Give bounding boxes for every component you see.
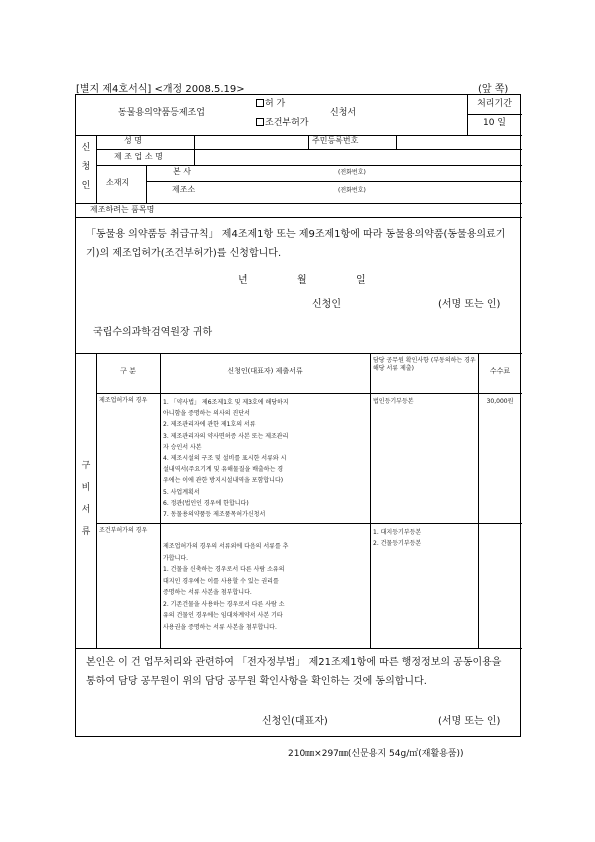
list-item: 2. 기존건물을 사용하는 경우로서 다른 사람 소	[163, 600, 285, 608]
name-field[interactable]	[195, 136, 307, 148]
list-item: 2. 제조관리자에 관한 제1호의 서류	[163, 421, 256, 429]
head-office-address-field[interactable]	[195, 166, 325, 180]
sign-hint: (서명 또는 인)	[438, 299, 501, 310]
rrn-label: 주민등록번호	[312, 136, 359, 145]
addressee: 국립수의과학검역원장 귀하	[93, 327, 213, 338]
products-label: 제조하려는 품목명	[90, 205, 155, 214]
list-item: 1. 대지등기부등본	[373, 529, 422, 536]
row1-category: 제조업허가의 경우	[99, 397, 148, 404]
list-item: 아니함을 증명하는 의사의 진단서	[163, 410, 250, 418]
consent-sign-hint: (서명 또는 인)	[438, 716, 501, 727]
row2-verify-list	[373, 527, 421, 549]
list-item: 가합니다.	[163, 554, 189, 562]
row2-category: 조건부허가의 경우	[99, 527, 148, 534]
date-day: 일	[356, 275, 366, 286]
row2-submitted-list	[163, 541, 288, 633]
col-fee-header: 수수료	[489, 367, 511, 375]
paper-spec-footer: 210㎜×297㎜(신문용지 54g/㎡(재활용품))	[288, 749, 464, 759]
list-item: 1. 건물을 신축하는 경우로서 다른 사람 소유의	[163, 566, 285, 573]
processing-value: 10 일	[482, 118, 506, 128]
location-label: 소재지	[106, 178, 130, 187]
documents-section-label: 구 비 서 류	[81, 461, 91, 537]
factory-phone-hint: (전화번호)	[338, 187, 366, 194]
col-submitted-header: 신청인(대표자) 제출서류	[227, 367, 303, 375]
checkbox-conditional[interactable]	[256, 118, 264, 126]
list-item: 1. 「약사법」 제6조제1호 및 제3호에 해당하지	[163, 399, 289, 406]
form-title-suffix: 신청서	[330, 108, 357, 118]
factory-address-field[interactable]	[195, 182, 325, 202]
processing-label: 처리기간	[477, 99, 512, 109]
consent-body: 본인은 이 건 업무처리와 관련하여 「전자정부법」 제21조제1항에 따른 행정정보의 공동이용을 통하여 담당 공무원이 위의 담당 공무원 확인사항을 확인하는 것에 동의합니다.	[86, 657, 502, 687]
form-title: 동물용의약품등제조업	[118, 108, 205, 118]
row1-verify: 법인등기부등본	[373, 398, 414, 405]
form-number: [별지 제4호서식] <개정 2008.5.19>	[76, 84, 245, 95]
application-form	[75, 94, 521, 737]
business-name-field[interactable]	[195, 150, 521, 164]
applicant-section-label: 신 청 인	[81, 143, 91, 191]
checkbox-permit[interactable]	[256, 99, 264, 107]
list-item: 우에는 이에 관한 방지시설내역을 포함합니다)	[163, 477, 284, 485]
list-item: 증명하는 서류 사본을 첨부합니다.	[163, 589, 252, 596]
option-conditional: 조건부허가	[256, 118, 308, 129]
list-item: 5. 사업계획서	[163, 488, 200, 496]
products-field[interactable]	[176, 204, 521, 216]
consent-applicant-label: 신청인(대표자)	[262, 716, 328, 727]
list-item: 제조업허가의 경우의 서류외에 다음의 서류를 추	[163, 543, 289, 550]
list-item: 6. 정관(법인인 경우에 한합니다)	[163, 499, 249, 507]
date-year: 년	[238, 275, 248, 286]
list-item: 대지인 경우에는 이를 사용할 수 있는 권리를	[163, 577, 279, 585]
col-verify-header: 담당 공무원 확인사항 (부동의하는 경우 해당 서류 제출)	[373, 357, 476, 372]
list-item: 3. 제조관리자의 약사면허증 사본 또는 제조관리	[163, 432, 289, 440]
head-office-label: 본 사	[173, 167, 191, 176]
name-label: 성 명	[124, 136, 142, 145]
row1-fee: 30,000원	[486, 398, 514, 405]
list-item: 유의 건물인 경우에는 임대차계약서 사본 기타	[163, 612, 283, 619]
statement-body: 「동물용 의약품등 취급규칙」 제4조제1항 또는 제9조제1항에 따라 동물용의약품(동물용의료기기)의 제조업허가(조건부허가)를 신청합니다.	[86, 229, 506, 259]
option-permit: 허 가	[256, 99, 285, 110]
applicant-signature-label: 신청인	[312, 299, 341, 310]
business-name-label: 제 조 업 소 명	[114, 152, 163, 161]
page-side: (앞 쪽)	[478, 84, 509, 95]
head-office-phone-hint: (전화번호)	[338, 169, 366, 176]
list-item: 4. 제조시설의 구조 및 설비를 표시한 서류와 시	[163, 455, 287, 463]
date-month: 월	[297, 275, 307, 286]
rrn-field[interactable]	[397, 136, 521, 148]
list-item: 2. 건물등기부등본	[373, 540, 422, 547]
list-item: 설내역서(주요기계 및 유해물질을 배출하는 경	[163, 466, 284, 474]
row1-submitted-list	[163, 397, 289, 520]
list-item: 자 승인서 사본	[163, 443, 202, 451]
list-item: 7. 동물용의약품등 제조품목허가신청서	[163, 511, 266, 519]
col-category-header: 구 분	[120, 367, 136, 375]
list-item: 사용권을 증명하는 서류 사본을 첨부합니다.	[163, 623, 277, 631]
factory-label: 제조소	[172, 185, 196, 194]
